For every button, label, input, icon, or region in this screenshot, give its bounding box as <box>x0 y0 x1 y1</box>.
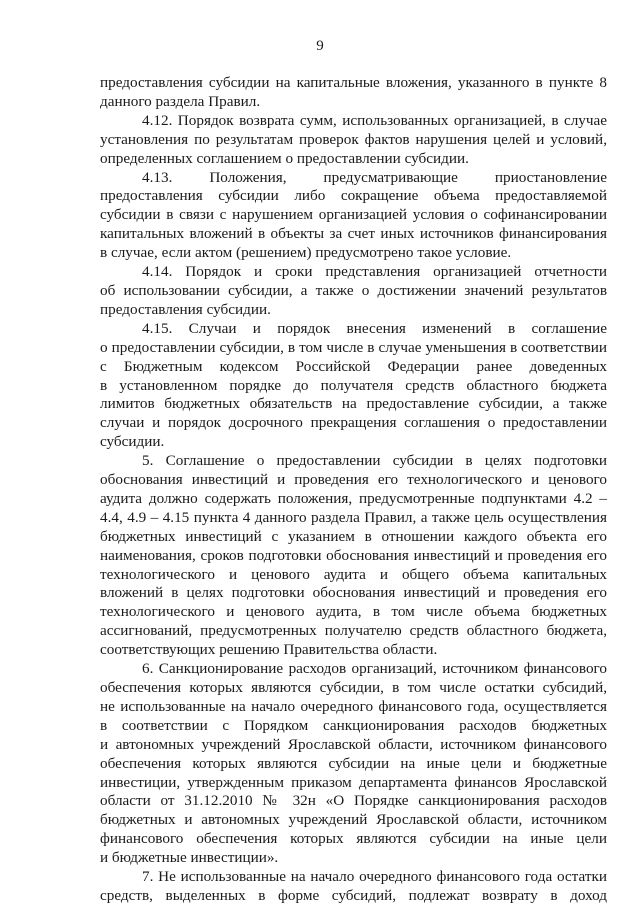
text-line: лимитов бюджетных обязательств на предоставление субсидии, а также <box>100 395 607 413</box>
text-line: инвестиции, утвержденным приказом департамента финансов Ярославской <box>100 773 607 791</box>
text-line: области от 31.12.2010 № 32н «О Порядке санкционирования расходов <box>100 792 607 810</box>
text-line: бюджетных и автономных учреждений Ярославской области, источником <box>100 811 607 829</box>
text-line: субсидии. <box>100 433 165 451</box>
text-line: с Бюджетным кодексом Российской Федерации ранее доведенных <box>100 357 607 375</box>
text-line: соответствующих решению Правительства области. <box>100 641 438 659</box>
text-line: предоставления субсидии на капитальные вложения, указанного в пункте 8 <box>100 74 607 91</box>
text-line: в случае, если актом (решением) предусмотрено такое условие. <box>100 244 512 262</box>
text-line: наименования, сроков подготовки обоснования инвестиций и проведения его <box>100 546 607 564</box>
text-line: технологического и ценового аудита, в том числе объема бюджетных <box>100 603 607 621</box>
text-line: аудита должно содержать положения, предусмотренные подпунктами 4.2 – <box>100 489 607 507</box>
text-line: установления по результатам проверок фактов нарушения целей и условий, <box>100 130 607 148</box>
text-line: субсидии в связи с нарушением организацией условия о софинансировании <box>100 206 607 224</box>
text-line: 4.13. Положения, предусматривающие приостановление <box>142 168 607 186</box>
text-line: средств, выделенных в форме субсидий, подлежат возврату в доход <box>100 886 607 904</box>
text-line: данного раздела Правил. <box>100 92 261 110</box>
text-line: 6. Санкционирование расходов организаций, источником финансового <box>142 660 607 678</box>
text-line: 4.15. Случаи и порядок внесения изменений в соглашение <box>142 319 607 337</box>
text-line: 4.14. Порядок и сроки представления организацией отчетности <box>142 263 607 281</box>
text-line: случаи и порядок досрочного прекращения соглашения о предоставлении <box>100 414 607 432</box>
text-line: об использовании субсидии, а также о достижении значений результатов <box>100 281 607 299</box>
text-line: обеспечения которых являются субсидии, в том числе остатки субсидий, <box>100 679 607 696</box>
text-line: и бюджетные инвестиции». <box>100 849 279 867</box>
text-line: 5. Соглашение о предоставлении субсидии в целях подготовки <box>142 452 607 470</box>
text-line: предоставления субсидии. <box>100 300 271 318</box>
text-line: ассигнований, предусмотренных получателю средств областного бюджета, <box>100 622 607 640</box>
text-line: вложений в целях подготовки обоснования инвестиций и проведения его <box>100 584 607 602</box>
text-line: определенных соглашением о предоставлении субсидии. <box>100 149 469 167</box>
text-line: капитальных вложений в объекты за счет иных источников финансирования <box>100 225 607 243</box>
text-line: технологического и ценового аудита и общего объема капитальных <box>100 565 607 583</box>
text-line: не использованные на начало очередного финансового года, осуществляется <box>100 697 607 715</box>
text-line: 4.4, 4.9 – 4.15 пункта 4 данного раздела Правил, а также цель осуществления <box>100 508 607 526</box>
text-line: финансового обеспечения которых являются субсидии на иные цели <box>100 830 607 848</box>
text-line: обоснования инвестиций и проведения его технологического и ценового <box>100 471 607 489</box>
text-line: и автономных учреждений Ярославской области, источником финансового <box>100 735 607 753</box>
document-body <box>100 74 607 906</box>
text-line: обеспечения которых являются субсидии на иные цели и бюджетные <box>100 754 607 772</box>
text-line: о предоставлении субсидии, в том числе в случае уменьшения в соответствии <box>100 338 607 356</box>
text-line: 7. Не использованные на начало очередного финансового года остатки <box>142 868 607 886</box>
text-line: в установленном порядке до получателя средств областного бюджета <box>100 376 607 394</box>
text-line: предоставления субсидии либо сокращение объема предоставляемой <box>100 187 607 205</box>
text-line: бюджетных инвестиций с указанием в отношении каждого объекта его <box>100 527 607 545</box>
page-number: 9 <box>316 38 324 54</box>
text-line: в соответствии с Порядком санкционирования расходов бюджетных <box>100 716 607 734</box>
text-line: 4.12. Порядок возврата сумм, использованных организацией, в случае <box>142 111 607 129</box>
